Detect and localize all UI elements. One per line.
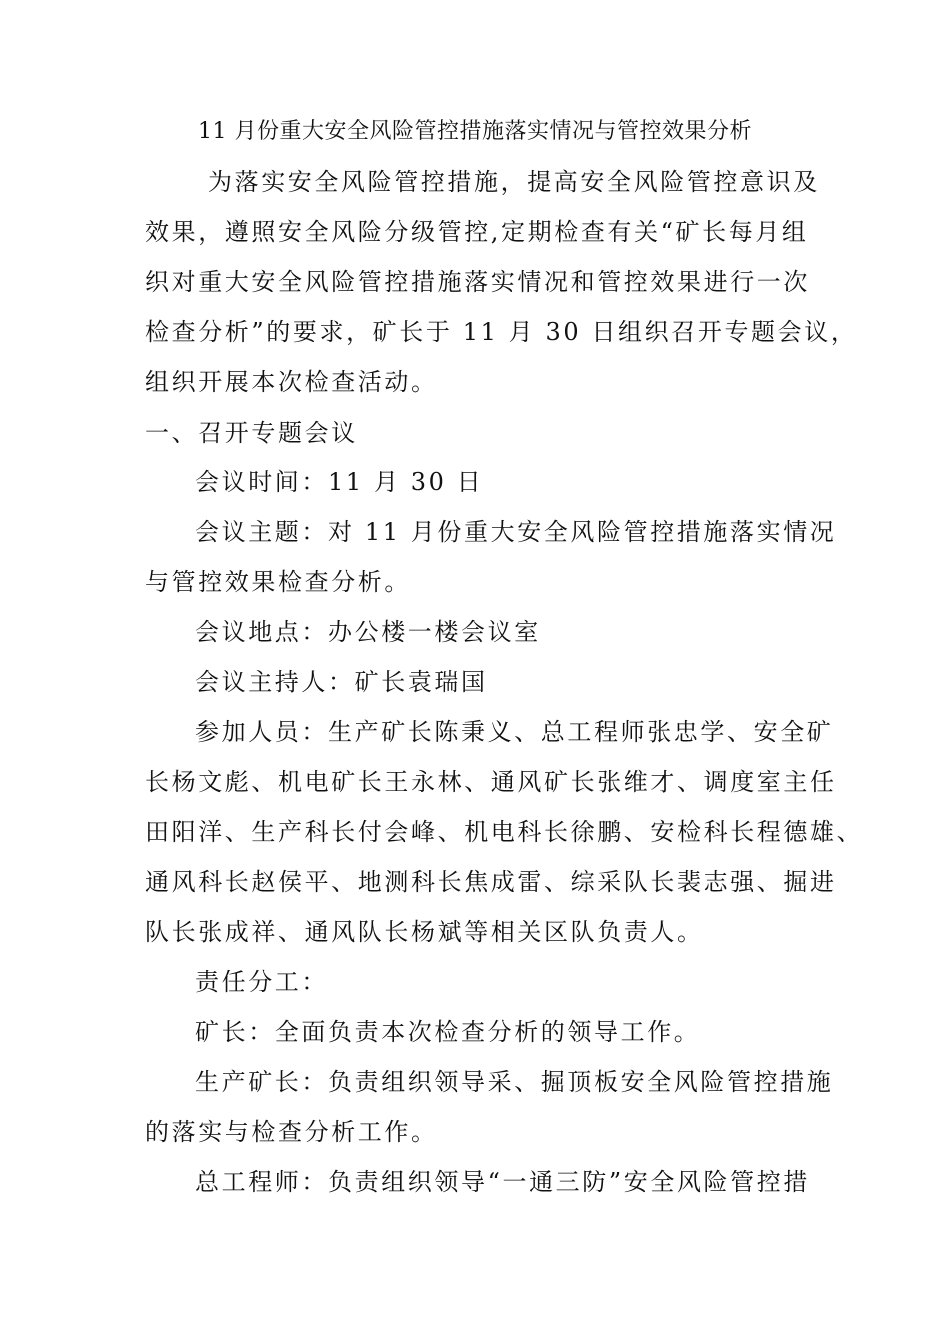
responsibility-line: 生产矿长：负责组织领导采、掘顶板安全风险管控措施 bbox=[195, 1068, 834, 1096]
paragraph-line: 组织开展本次检查活动。 bbox=[145, 368, 438, 396]
attendees-line: 田阳洋、生产科长付会峰、机电科长徐鹏、安检科长程德雄、 bbox=[145, 818, 864, 846]
paragraph-line: 织对重大安全风险管控措施落实情况和管控效果进行一次 bbox=[145, 268, 810, 296]
attendees-line: 长杨文彪、机电矿长王永林、通风矿长张维才、调度室主任 bbox=[145, 768, 837, 796]
paragraph-line: 检查分析”的要求，矿长于 11 月 30 日组织召开专题会议， bbox=[145, 318, 858, 346]
meeting-time: 会议时间：11 月 30 日 bbox=[195, 468, 484, 496]
paragraph-line: 效果，遵照安全风险分级管控,定期检查有关“矿长每月组 bbox=[145, 218, 809, 246]
document-title: 11 月份重大安全风险管控措施落实情况与管控效果分析 bbox=[198, 119, 752, 144]
attendees-line: 通风科长赵侯平、地测科长焦成雷、综采队长裴志强、掘进 bbox=[145, 868, 837, 896]
responsibility-line: 总工程师：负责组织领导“一通三防”安全风险管控措 bbox=[195, 1168, 810, 1196]
responsibility-line: 的落实与检查分析工作。 bbox=[145, 1118, 438, 1146]
attendees-line: 参加人员：生产矿长陈秉义、总工程师张忠学、安全矿 bbox=[195, 718, 834, 746]
paragraph-line: 为落实安全风险管控措施，提高安全风险管控意识及 bbox=[208, 168, 820, 196]
meeting-location: 会议地点：办公楼一楼会议室 bbox=[195, 618, 541, 646]
responsibility-heading: 责任分工： bbox=[195, 968, 328, 996]
meeting-topic: 会议主题：对 11 月份重大安全风险管控措施落实情况 bbox=[195, 518, 837, 546]
meeting-host: 会议主持人：矿长袁瑞国 bbox=[195, 668, 488, 696]
paragraph-line: 与管控效果检查分析。 bbox=[145, 568, 411, 596]
attendees-line: 队长张成祥、通风队长杨斌等相关区队负责人。 bbox=[145, 918, 704, 946]
responsibility-line: 矿长：全面负责本次检查分析的领导工作。 bbox=[195, 1018, 701, 1046]
section-heading: 一、召开专题会议 bbox=[145, 419, 358, 447]
